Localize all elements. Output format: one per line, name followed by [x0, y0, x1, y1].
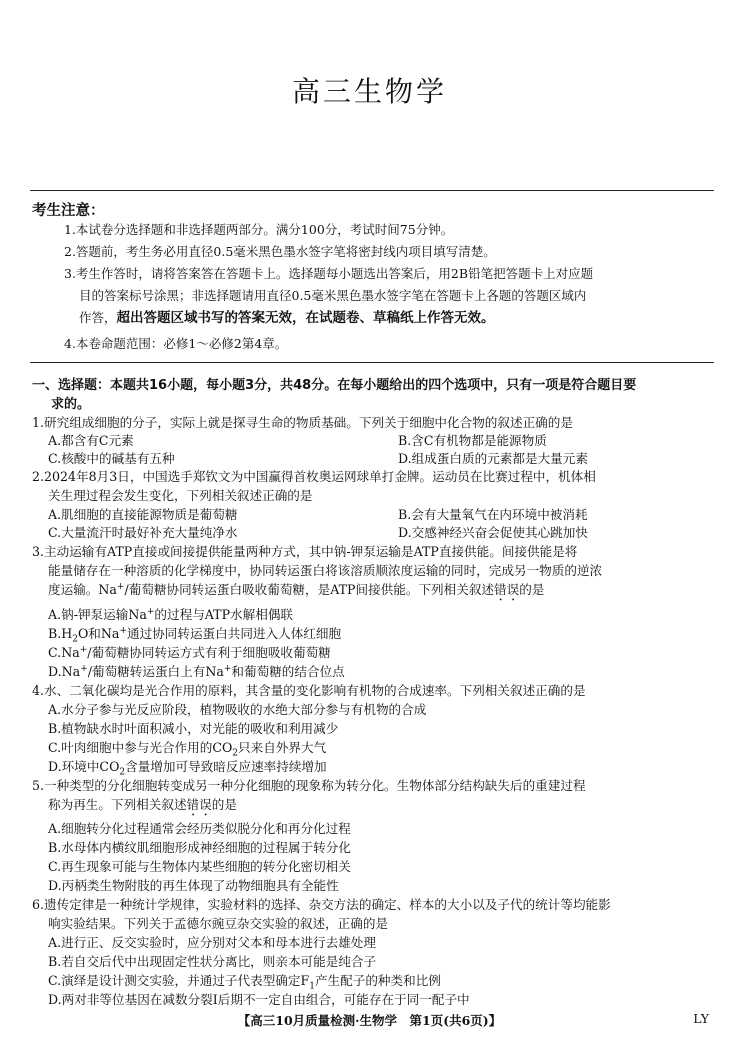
- plus-superscript: +: [146, 606, 155, 617]
- question-2-stem-cont: 关生理过程会发生变化，下列相关叙述正确的是: [48, 488, 313, 503]
- notice-item-2: 2.答题前，考生务必用直径0.5毫米黑色墨水签字笔将密封线内项目填写清楚。: [64, 244, 496, 259]
- question-6-option-d: D.两对非等位基因在减数分裂Ⅰ后期不一定自由组合，可能存在于同一配子中: [48, 992, 470, 1007]
- notice-item-4: 4.本卷命题范围：必修1～必修2第4章。: [64, 336, 288, 351]
- page-title: 高三生物学: [291, 75, 447, 108]
- option-text: C.Na: [48, 645, 80, 660]
- question-5-stem: 5.一种类型的分化细胞转变成另一种分化细胞的现象称为转分化。生物体部分结构缺失后的重建过程: [32, 778, 586, 793]
- question-3-option-c: [48, 644, 331, 662]
- notice-heading: 考生注意：: [32, 203, 105, 219]
- question-6-option-c: [48, 972, 441, 990]
- question-3-option-a: [48, 606, 293, 624]
- question-1-stem: 1.研究组成细胞的分子，实际上就是探寻生命的物质基础。下列关于细胞中化合物的叙述正确的是: [32, 415, 573, 430]
- option-text: 含量增加可导致暗反应速率持续增加: [125, 759, 327, 774]
- question-3-stem-end: [48, 581, 730, 604]
- notice-item-1: 1.本试卷分选择题和非选择题两部分。满分100分，考试时间75分钟。: [64, 222, 454, 237]
- plus-superscript: +: [80, 663, 88, 674]
- question-3-option-d: [48, 663, 345, 681]
- q3-text: /葡萄糖协同转运蛋白吸收葡萄糖，是ATP间接供能。下列相关叙述: [124, 582, 495, 597]
- question-4-option-a: A.水分子参与光反应阶段，植物吸收的水绝大部分参与有机物的合成: [48, 702, 427, 717]
- option-text: D.环境中CO: [48, 759, 120, 774]
- question-3-stem: 3.主动运输有ATP直接或间接提供能量两种方式，其中钠-钾泵运输是ATP直接供能。间接供能是将: [32, 544, 578, 559]
- question-5-option-d: D.丙柄类生物附肢的再生体现了动物细胞具有全能性: [48, 878, 339, 893]
- option-text: /葡萄糖转运蛋白上有Na: [87, 664, 224, 679]
- question-4-option-c: [48, 739, 326, 757]
- plus-superscript: +: [119, 625, 127, 636]
- question-1-option-b: B.含C有机物都是能源物质: [398, 433, 547, 448]
- notice-emphasis: 超出答题区域书写的答案无效，在试题卷、草稿纸上作答无效。: [116, 310, 495, 326]
- option-text: C.叶肉细胞中参与光合作用的CO: [48, 740, 233, 755]
- question-2-option-d: D.交感神经兴奋会促使其心跳加快: [398, 525, 588, 540]
- q3-text: 的是: [519, 582, 545, 597]
- option-text: D.Na: [48, 664, 81, 679]
- section-heading-cont: 求的。: [51, 397, 91, 412]
- emphasis-word: 错误: [186, 797, 212, 812]
- question-1-option-d: D.组成蛋白质的元素都是大量元素: [398, 451, 588, 466]
- section-heading: 一、选择题：本题共16小题，每小题3分，共48分。在每小题给出的四个选项中，只有一项是符合题目要: [32, 378, 637, 393]
- question-6-stem-cont: 响实验结果。下列关于孟德尔豌豆杂交实验的叙述，正确的是: [48, 916, 389, 931]
- question-2-stem: 2.2024年8月3日，中国选手郑钦文为中国赢得首枚奥运网球单打金牌。运动员在比赛过程中，机体相: [32, 469, 596, 484]
- notice-text: 作答，: [79, 310, 117, 325]
- top-divider: [30, 190, 714, 191]
- question-6-stem: 6.遗传定律是一种统计学规律，实验材料的选择、杂交方法的确定、样本的大小以及子代的统计等均能影: [32, 897, 611, 912]
- question-2-option-b: B.会有大量氧气在内环境中被消耗: [398, 507, 588, 522]
- option-text: /葡萄糖协同转运方式有利于细胞吸收葡萄糖: [87, 645, 331, 660]
- question-5-option-a: A.细胞转分化过程通常会经历类似脱分化和再分化过程: [48, 821, 351, 836]
- question-5-stem-cont: [48, 796, 730, 819]
- question-6-option-a: A.进行正、反交实验时，应分别对父本和母本进行去雄处理: [48, 935, 376, 950]
- notice-item-3-cont: 目的答案标号涂黑；非选择题请用直径0.5毫米黑色墨水签字笔在答题卡上各题的答题区域内: [79, 288, 587, 303]
- two-subscript: 2: [72, 634, 78, 645]
- footer-code: LY: [693, 1011, 709, 1026]
- notice-item-3-end: [79, 307, 495, 329]
- two-subscript: 2: [232, 748, 239, 759]
- emphasis-word: 错误: [494, 582, 520, 597]
- option-text: 产生配子的种类和比例: [314, 973, 441, 988]
- question-5-option-b: B.水母体内横纹肌细胞形成神经细胞的过程属于转分化: [48, 840, 351, 855]
- notice-item-3: 3.考生作答时，请将答案答在答题卡上。选择题每小题选出答案后，用2B铅笔把答题卡上对应题: [64, 266, 594, 281]
- question-4-stem: 4.水、二氧化碳均是光合作用的原料，其含量的变化影响有机物的合成速率。下列相关叙述正确的是: [32, 683, 586, 698]
- plus-superscript: +: [116, 581, 125, 592]
- question-3-stem-cont: 能量储存在一种溶质的化学梯度中，协同转运蛋白将该溶质顺浓度运输的同时，完成另一物质的逆浓: [48, 563, 603, 578]
- option-text: C.演绎是设计测交实验，并通过子代表型确定F: [48, 973, 310, 988]
- q5-text: 的是: [211, 797, 237, 812]
- q3-text: 度运输。Na: [48, 582, 117, 597]
- q5-text: 称为再生。下列相关叙述: [48, 797, 187, 812]
- two-subscript: 2: [119, 767, 126, 778]
- plus-superscript: +: [223, 663, 232, 674]
- plus-superscript: +: [79, 644, 88, 655]
- question-4-option-d: [48, 758, 327, 776]
- notice-divider: [30, 362, 714, 363]
- option-text: O和Na: [77, 626, 120, 641]
- option-text: 通过协同转运蛋白共同进入人体红细胞: [126, 626, 342, 641]
- option-text: 只来自外界大气: [238, 740, 327, 755]
- option-text: A.钠-钾泵运输Na: [48, 607, 147, 622]
- question-6-option-b: B.若自交后代中出现固定性状分离比，则亲本可能是纯合子: [48, 954, 377, 969]
- question-4-option-b: B.植物缺水时叶面积减小，对光能的吸收和利用减少: [48, 721, 339, 736]
- option-text: 和葡萄糖的结合位点: [231, 664, 345, 679]
- question-1-option-c: C.核酸中的碱基有五种: [48, 451, 175, 466]
- question-1-option-a: A.都含有C元素: [48, 433, 134, 448]
- one-subscript: 1: [309, 981, 315, 992]
- question-5-option-c: C.再生现象可能与生物体内某些细胞的转分化密切相关: [48, 859, 351, 874]
- option-text: 的过程与ATP水解相偶联: [154, 607, 294, 622]
- question-2-option-a: A.肌细胞的直接能源物质是葡萄糖: [48, 507, 238, 522]
- page-footer: 【高三10月质量检测·生物学 第1页(共6页)】: [237, 1013, 502, 1028]
- question-2-option-c: C.大量流汗时最好补充大量纯净水: [48, 525, 238, 540]
- option-text: B.H: [48, 626, 73, 641]
- question-3-option-b: [48, 625, 341, 643]
